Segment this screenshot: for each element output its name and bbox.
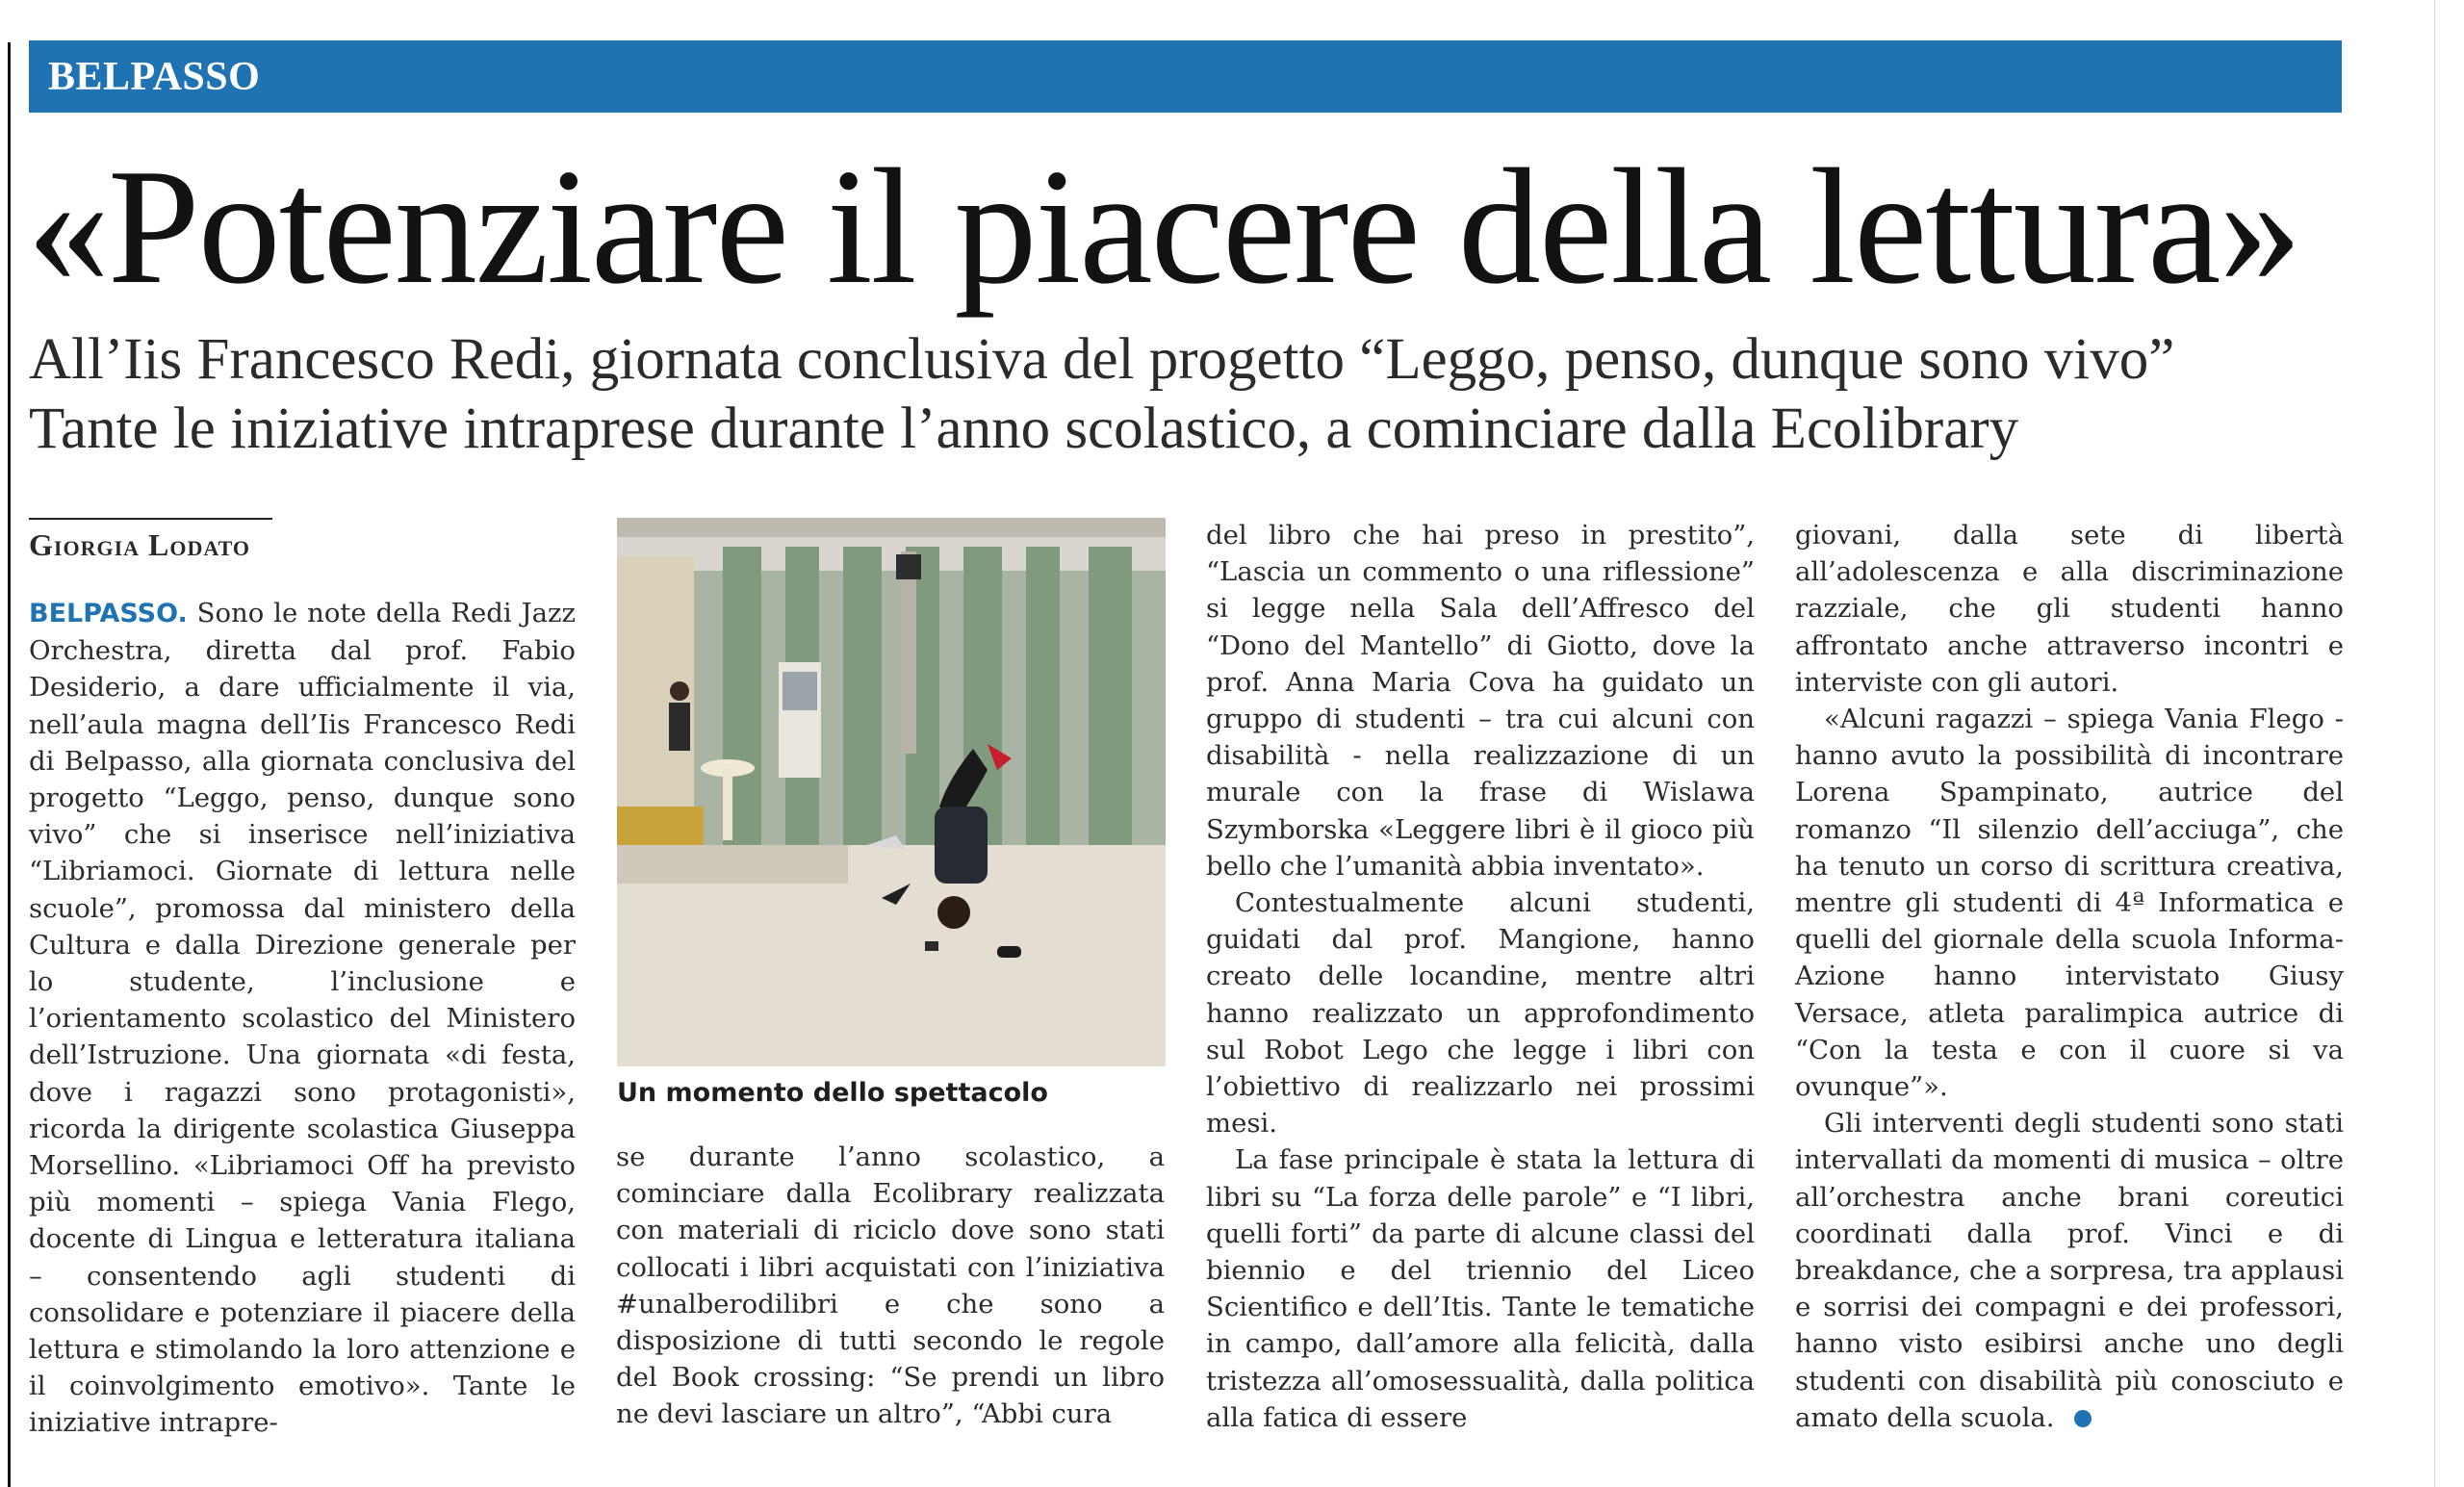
article-paragraph: La fase principale è stata la lettura di libri su “La forza delle parole” e “I libri, quelli forti” da parte di alcune classi del biennio e del triennio del Liceo Scientifico e dell’Itis. Tante le tematiche in campo, dall’amore alla felicità, dalla tristezza all’omosessualità, dalla politica alla fatica di essere <box>1206 1144 1755 1433</box>
article-column-4 <box>1795 517 2344 1436</box>
left-column-rule <box>8 42 11 1487</box>
paragraph-text: Gli interventi degli studenti sono stati intervallati da momenti di musica – oltre all’orchestra anche brani coreutici coordinati dalla prof. Vinci e di breakdance, che a sorpresa, tra applausi e sorrisi dei compagni e dei professori, hanno visto esibirsi anche uno degli studenti con disabilità più conosciuto e amato della scuola. <box>1795 1108 2344 1433</box>
article-paragraph <box>1795 1105 2344 1436</box>
section-banner <box>29 40 2342 113</box>
article-paragraph: Contestualmente alcuni studenti, guidati dal prof. Mangione, hanno creato delle locandine, mentre altri hanno realizzato un approfondimento sul Robot Lego che legge i libri con l’obiettivo di realizzarlo nei prossimi mesi. <box>1206 887 1755 1140</box>
article-headline: «Potenziare il piacere della lettura» <box>27 136 2300 319</box>
article-paragraph: del libro che hai preso in prestito”, “Lascia un commento o una riflessione” si legge nella Sala dell’Affresco del “Dono del Mantello” di Giotto, dove la prof. Anna Maria Cova ha guidato un gruppo di studenti – tra cui alcuni con disabilità - nella realizzazione di un murale con la frase di Wislawa Szymborska «Leggere libri è il gioco più bello che l’umanità abbia inventato». <box>1206 520 1755 882</box>
author-byline: Giorgia Lodato <box>29 527 251 562</box>
article-column-3 <box>1206 517 1755 1436</box>
article-paragraph: «Alcuni ragazzi – spiega Vania Flego - hanno avuto la possibilità di incontrare Lorena Spampinato, autrice del romanzo “Il silenzio dell’acciuga”, che ha tenuto un corso di scrittura creativa, mentre gli studenti di 4ª Informatica e quelli del giornale della scuola Informa-Azione hanno intervistato Giusy Versace, atleta paralimpica autrice di “Con la testa e con il cuore si va ovunque”». <box>1795 704 2344 1103</box>
section-label: BELPASSO <box>48 54 261 99</box>
article-column-2 <box>616 1139 1165 1433</box>
byline-rule <box>29 518 272 520</box>
end-of-article-dot <box>2074 1410 2092 1427</box>
dateline: BELPASSO. <box>29 599 188 628</box>
article-subheadline-line-2: Tante le iniziative intraprese durante l’anno scolastico, a cominciare dalla Ecolibrary <box>29 397 2019 461</box>
article-subheadline-line-1: All’Iis Francesco Redi, giornata conclusiva del progetto “Leggo, penso, dunque sono vivo” <box>29 327 2175 392</box>
article-paragraph: se durante l’anno scolastico, a cominciare dalla Ecolibrary realizzata con materiali di riciclo dove sono stati collocati i libri acquistati con l’iniziativa #unalberodilibri e che sono a disposizione di tutti secondo le regole del Book crossing: “Se prendi un libro ne devi lasciare un altro”, “Abbi cura <box>616 1141 1165 1430</box>
paragraph-text: Sono le note della Redi Jazz Orchestra, diretta dal prof. Fabio Desiderio, a dare ufficialmente il via, nell’aula magna dell’Iis Francesco Redi di Belpasso, alla giornata conclusiva del progetto “Leggo, penso, dunque sono vivo” che si inserisce nell’iniziativa “Libriamoci. Giornate di lettura nelle scuole”, promossa dal ministero della Cultura e dalla Direzione generale per lo studente, l’inclusione e l’orientamento scolastico del Ministero dell’Istruzione. Una giornata «di festa, dove i ragazzi sono protagonisti», ricorda la dirigente scolastica Giuseppa Morsellino. «Libriamoci Off ha previsto più momenti – spiega Vania Flego, docente di Lingua e letteratura italiana – consentendo agli studenti di consolidare e potenziare il piacere della lettura e stimolando la loro attenzione e il coinvolgimento emotivo». Tante le iniziative intrapre- <box>29 598 576 1439</box>
page-edge <box>2434 0 2435 1487</box>
article-photo <box>617 518 1166 1066</box>
article-column-1 <box>29 595 576 1442</box>
article-paragraph <box>29 595 576 1442</box>
article-paragraph: giovani, dalla sete di libertà all’adolescenza e alla discriminazione razziale, che gli studenti hanno affrontato anche attraverso incontri e interviste con gli autori. <box>1795 520 2344 698</box>
breakdance-photo-illustration <box>617 518 1166 1066</box>
photo-caption: Un momento dello spettacolo <box>617 1078 1048 1108</box>
